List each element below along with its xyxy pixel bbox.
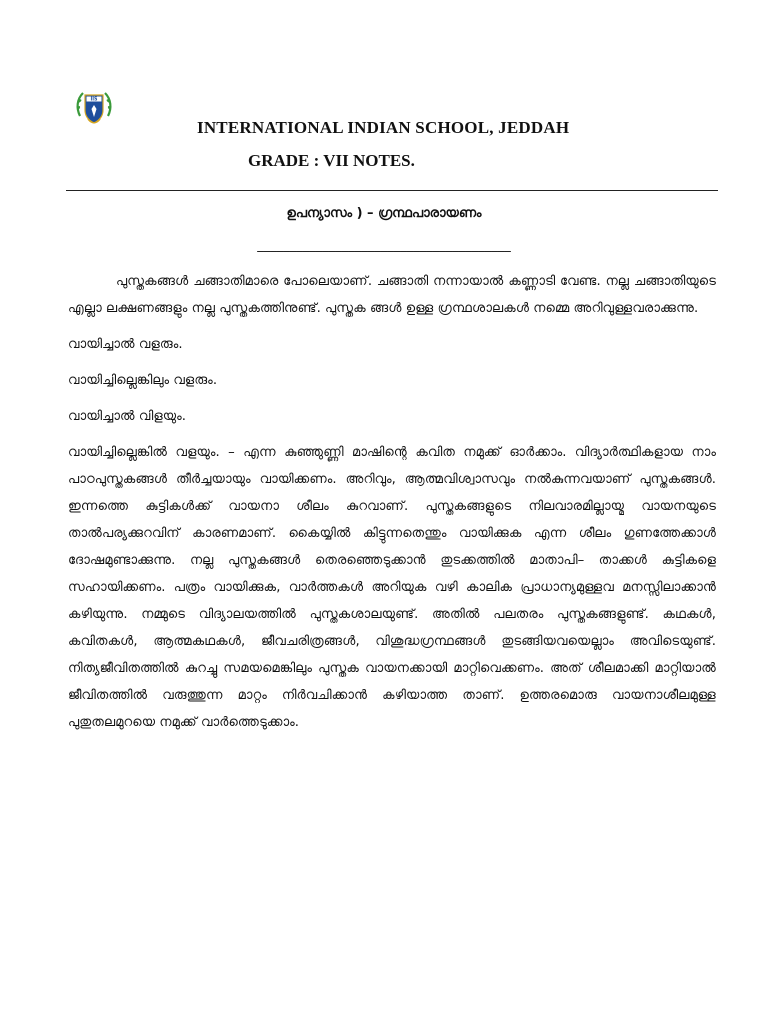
notes-body bbox=[68, 268, 716, 736]
subject-heading: ഉപന്യാസം ) – ഗ്രന്ഥപാരായണം bbox=[286, 206, 482, 221]
subject-underline: _______________________________________ bbox=[257, 238, 511, 253]
verse-line-3: വായിച്ചാൽ വിളയും. bbox=[68, 409, 186, 424]
logo-text: IIS bbox=[90, 97, 98, 103]
school-name: INTERNATIONAL INDIAN SCHOOL, JEDDAH bbox=[197, 118, 570, 137]
intro-paragraph: പുസ്തകങ്ങൾ ചങ്ങാതിമാരെ പോലെയാണ്. ചങ്ങാതി നന്നായാൽ കണ്ണാടി വേണ്ട. നല്ല ചങ്ങാതിയുടെ എല്ലാ ലക്ഷണങ്ങളും നല്ല പുസ്തകത്തിനുണ്ട്. പുസ്തക ങ്ങൾ ഉള്ള ഗ്രന്ഥശാലകൾ നമ്മെ അറിവുള്ളവരാക്കുന്നു. bbox=[68, 274, 716, 316]
main-paragraph: വായിച്ചില്ലെങ്കിൽ വളയും. – എന്ന കുഞ്ഞുണ്ണി മാഷിന്റെ കവിത നമുക്ക് ഓർക്കാം. വിദ്യാർത്ഥികളായ നാം പാഠപുസ്തകങ്ങൾ തീർച്ചയായും വായിക്കണം. അറിവും, ആത്മവിശ്വാസവും നൽകുന്നവയാണ് പുസ്തകങ്ങൾ. ഇന്നത്തെ കുട്ടികൾക്ക് വായനാ ശീലം കുറവാണ്. പുസ്തകങ്ങളുടെ നിലവാരമില്ലായ്മ വായനയുടെ താൽപര്യക്കുറവിന് കാരണമാണ്. കൈയ്യിൽ കിട്ടുന്നതെന്തും വായിക്കുക എന്ന ശീലം ഗുണത്തേക്കാൾ ദോഷമുണ്ടാക്കുന്നു. നല്ല പുസ്തകങ്ങൾ തെരഞ്ഞെടുക്കാൻ തുടക്കത്തിൽ മാതാപി– താക്കൾ കുട്ടികളെ സഹായിക്കണം. പത്രം വായിക്കുക, വാർത്തകൾ അറിയുക വഴി കാലിക പ്രാധാന്യമുള്ളവ മനസ്സിലാക്കാൻ കഴിയുന്നു. നമ്മുടെ വിദ്യാലയത്തിൽ പുസ്തകശാലയുണ്ട്. അതിൽ പലതരം പുസ്തകങ്ങളുണ്ട്. കഥകൾ, കവിതകൾ, ആത്മകഥകൾ, ജീവചരിത്രങ്ങൾ, വിശുദ്ധഗ്രന്ഥങ്ങൾ തുടങ്ങിയവയെല്ലാം അവിടെയുണ്ട്. നിത്യജീവിതത്തിൽ കുറച്ചു സമയമെങ്കിലും പുസ്തക വായനക്കായി മാറ്റിവെക്കണം. അത് ശീലമാക്കി മാറ്റിയാൽ ജീവിതത്തിൽ വരുത്തുന്ന മാറ്റം നിർവചിക്കാൻ കഴിയാത്ത താണ്. ഉത്തരമൊരു വായനാശീലമുള്ള പുതുതലമുറയെ നമുക്ക് വാർത്തെടുക്കാം. bbox=[68, 445, 716, 730]
verse-line-2: വായിച്ചില്ലെങ്കിലും വളരും. bbox=[68, 373, 218, 388]
school-logo bbox=[72, 86, 116, 130]
grade-title: GRADE : VII NOTES. bbox=[248, 151, 415, 170]
verse-line-1: വായിച്ചാൽ വളരും. bbox=[68, 337, 183, 352]
header-divider bbox=[66, 190, 718, 191]
